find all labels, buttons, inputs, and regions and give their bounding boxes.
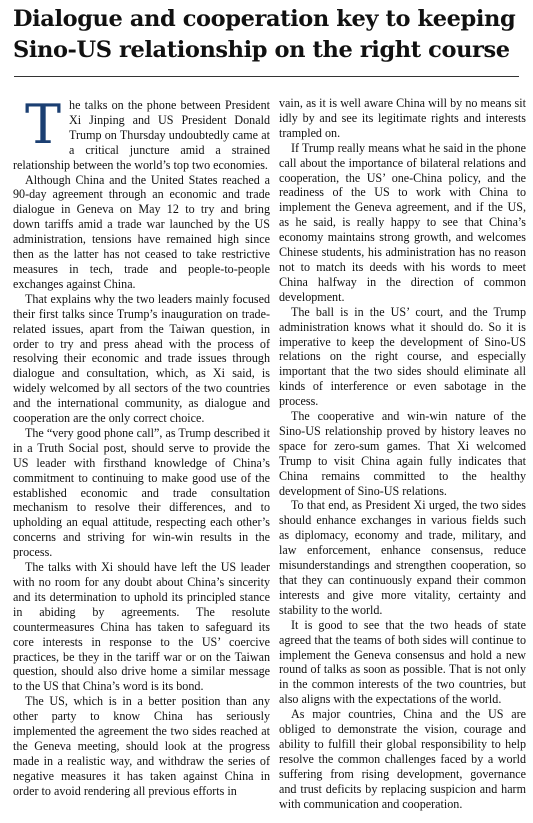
article-paragraph [13,93,270,173]
article-paragraph: The “very good phone call”, as Trump described it in a Truth Social post, should serve to provide the US leader with firsthand knowledge of China’s commitment to continuing to make good use of the established economic and trade consultation mechanism to resolve their differences, and to upholding an equal attitude, respecting each other’s concerns and striving for win-win results in the process. [13,425,270,560]
article-paragraph: Although China and the United States reached a 90-day agreement through an economic and trade dialogue in Geneva on May 12 to try and bring down tariffs amid a trade war launched by the US administration, tensions have remained high since then as the latter has not ceased to take restrictive measures in tech, trade and people-to-people exchanges against China. [13,172,270,291]
article-paragraph: As major countries, China and the US are obliged to demonstrate the vision, courage and ability to fulfill their global responsibility to help resolve the common challenges faced by a world suffering from rising development, governance and trust deficits by replacing suspicion and harm with communication and cooperation. [279,707,526,811]
paragraph-text: he talks on the phone between President Xi Jinping and US President Donald Trump on Thursday undoubtedly came at a critical juncture amid a strained relationship between the world’s top two economies. [13,98,270,172]
article-paragraph: The talks with Xi should have left the US leader with no room for any doubt about China’s sincerity and its determination to uphold its principled stance in abiding by agreements. The resolute countermeasures China has taken to safeguard its core interests in response to the US’ coercive practices, be they in the tariff war or on the Taiwan question, should also drive home a similar message to the US that China’s word is its bond. [13,560,270,694]
article-headline: Dialogue and cooperation key to keeping Sino-US relationship on the right course [13,6,516,63]
article-paragraph: If Trump really means what he said in the phone call about the importance of bilateral relations and cooperation, the US’ one-China policy, and the readiness of the US to work with China to implement the Geneva agreement, and if the US, as he said, is really happy to see that China’s economy maintains strong growth, and welcomes Chinese students, his administration has no reason not to match its deeds with his words to meet China halfway in the direction of common development. [279,140,526,304]
article-paragraph: vain, as it is well aware China will by no means sit idly by and see its legitimate rights and interests trampled on. [279,96,526,140]
article-paragraph: The ball is in the US’ court, and the Trump administration knows what it should do. So it is imperative to keep the development of Sino-US relations on the right course, and especially important that the two sides should eliminate all kinds of interference or even sabotage in the process. [279,304,526,409]
article-paragraph: To that end, as President Xi urged, the two sides should enhance exchanges in various fields such as diplomacy, economy and trade, military, and law enforcement, enhance consensus, reduce misunderstandings and strengthen cooperation, so that they can continuously expand their common interests and give more vitality, certainty and stability to the world. [279,498,526,617]
article-paragraph: The cooperative and win-win nature of the Sino-US relationship proved by history leaves no space for zero-sum games. That Xi welcomed Trump to visit China again fully indicates that China remains committed to the healthy development of Sino-US relations. [279,409,526,498]
article-paragraph: That explains why the two leaders mainly focused their first talks since Trump’s inauguration on trade-related issues, apart from the Taiwan question, in order to try and press ahead with the process of resolving their economic and trade issues through dialogue and consultation, which, as Xi said, is widely welcomed by all sectors of the two countries and the international community, as dialogue and cooperation are the only correct choice. [13,291,270,426]
article-column-right [279,96,526,812]
article-paragraph: The US, which is in a better position than any other party to know China has seriously implemented the agreement the two sides reached at the Geneva meeting, should look at the progress made in a realistic way, and withdraw the series of negative measures it has taken against China in order to avoid rendering all previous efforts in [13,694,270,798]
drop-cap: T [25,93,62,156]
article-column-left [13,93,270,799]
headline-divider [14,76,519,77]
article-paragraph: It is good to see that the two heads of state agreed that the teams of both sides will continue to implement the Geneva consensus and hold a new round of talks as soon as possible. That is not only in the common interests of the two countries, but also aligns with the expectations of the world. [279,617,526,707]
